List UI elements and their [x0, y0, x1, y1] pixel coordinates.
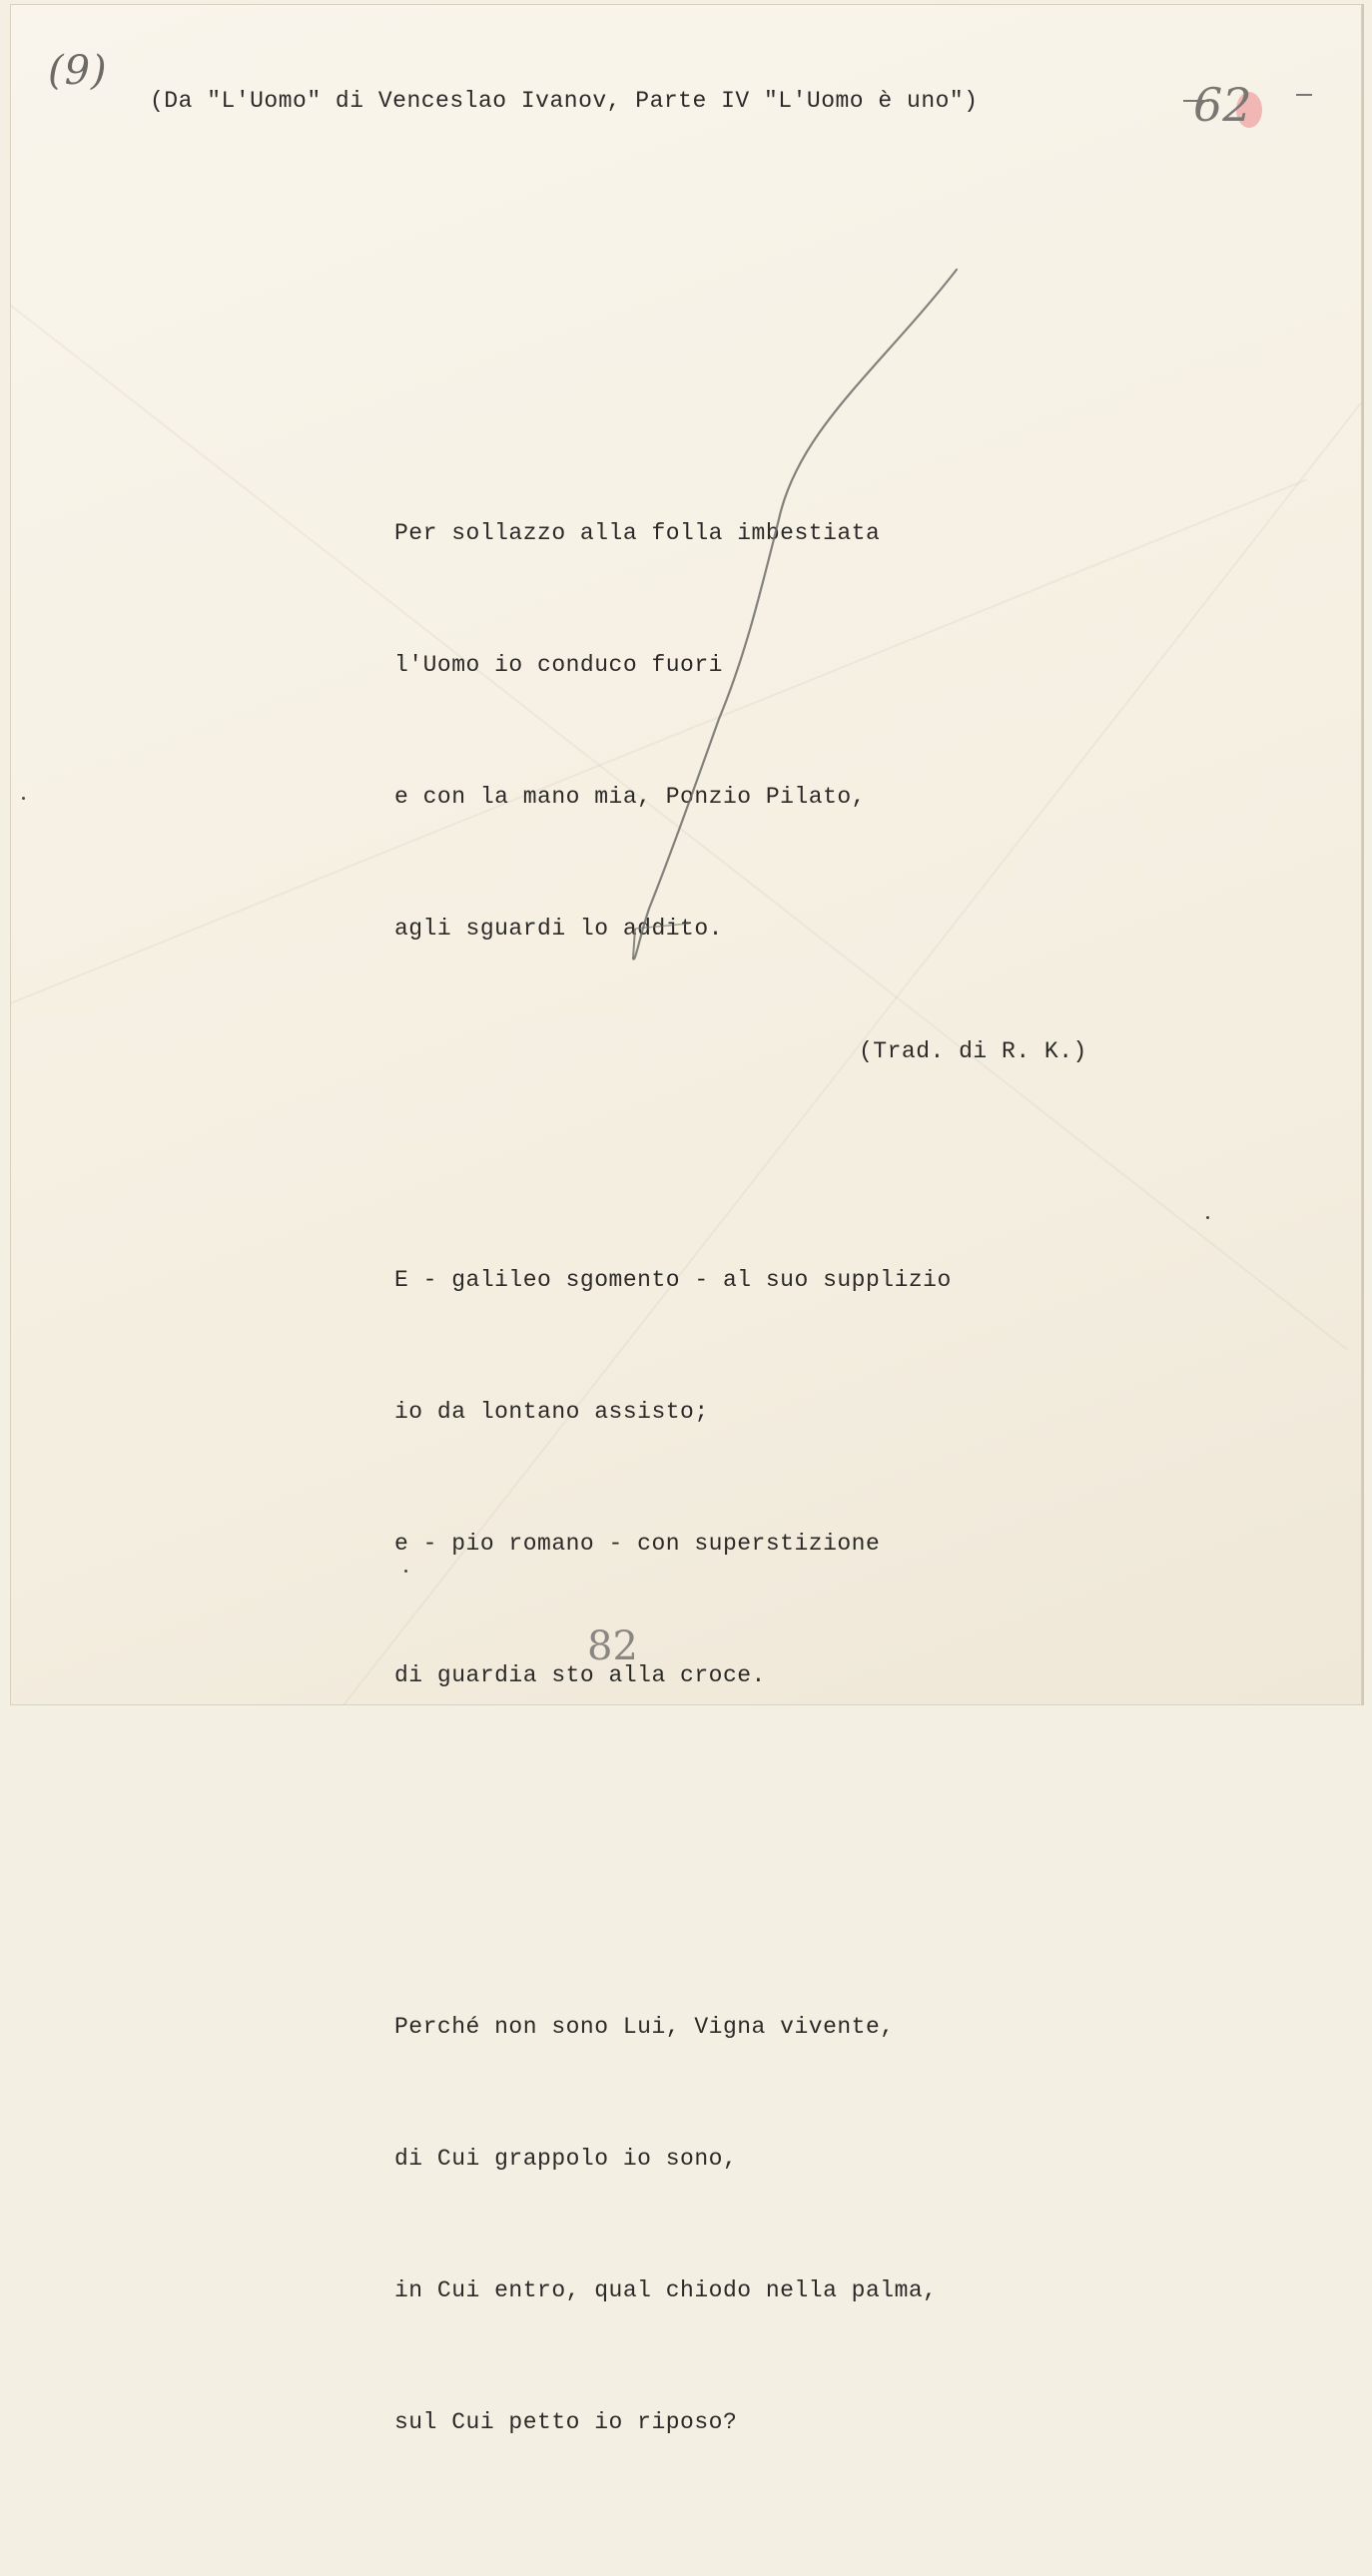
poem-line: di Cui grappolo io sono,: [394, 2146, 738, 2172]
translator-credit: (Trad. di R. K.): [859, 1038, 1087, 1064]
poem-line: Per sollazzo alla folla imbestiata: [394, 520, 881, 546]
document-header: (Da "L'Uomo" di Venceslao Ivanov, Parte IV "L'Uomo è uno"): [150, 88, 979, 114]
poem: [394, 335, 952, 2576]
poem-stanza: [394, 1170, 952, 1785]
poem-line: e con la mano mia, Ponzio Pilato,: [394, 784, 866, 810]
poem-stanza: [394, 423, 952, 1038]
poem-line: e - pio romano - con superstizione: [394, 1531, 881, 1557]
poem-line: di guardia sto alla croce.: [394, 1662, 766, 1688]
poem-line: sul Cui petto io riposo?: [394, 2409, 738, 2435]
poem-line: Perché non sono Lui, Vigna vivente,: [394, 2014, 895, 2040]
poem-line: E - galileo sgomento - al suo supplizio: [394, 1267, 952, 1293]
poem-line: agli sguardi lo addito.: [394, 916, 723, 942]
paper-speck: [404, 1570, 407, 1573]
handwritten-corner-number: (9): [48, 48, 108, 94]
paper-speck: [22, 797, 25, 800]
pencil-dash: [1296, 94, 1312, 96]
poem-stanza: [394, 1917, 952, 2532]
handwritten-page-number: 62: [1193, 78, 1252, 132]
poem-line: io da lontano assisto;: [394, 1399, 709, 1425]
handwritten-bottom-number: 82: [587, 1623, 638, 1669]
poem-line: in Cui entro, qual chiodo nella palma,: [394, 2277, 938, 2303]
paper-speck: [1206, 1216, 1209, 1219]
poem-line: l'Uomo io conduco fuori: [394, 652, 723, 678]
